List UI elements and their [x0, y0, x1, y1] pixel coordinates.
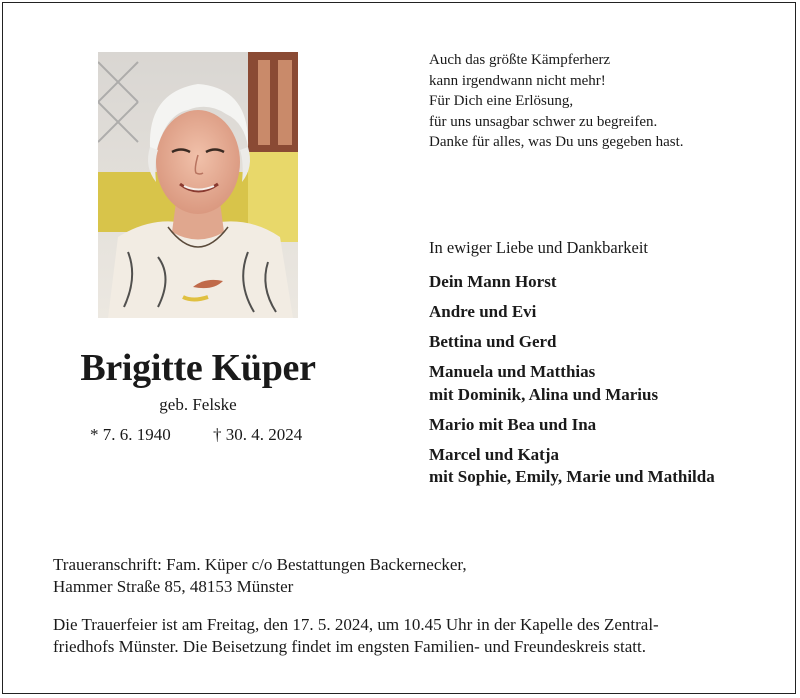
mourner-entry [429, 271, 789, 294]
portrait-photo [98, 52, 298, 318]
poem [429, 50, 769, 153]
address-line: Hammer Straße 85, 48153 Münster [53, 577, 294, 596]
mourner-entry [429, 301, 789, 324]
mourner-line: Andre und Evi [429, 302, 537, 321]
poem-line: Danke für alles, was Du uns gegeben hast. [429, 134, 684, 150]
mourner-line: Bettina und Gerd [429, 332, 557, 351]
death-date: † 30. 4. 2024 [213, 425, 303, 444]
poem-line: für uns unsagbar schwer zu begreifen. [429, 113, 658, 130]
mourner-line: Dein Mann Horst [429, 272, 557, 291]
ceremony-line: Die Trauerfeier ist am Freitag, den 17. 5. 2024, um 10.45 Uhr in der Kapelle des Zentral- [53, 615, 659, 634]
dedication: In ewiger Liebe und Dankbarkeit [429, 238, 648, 257]
mourner-line: mit Dominik, Alina und Marius [429, 384, 659, 404]
mourner-entry [429, 361, 789, 406]
mourners-list [429, 271, 789, 496]
poem-line: Auch das größte Kämpferherz [429, 52, 611, 68]
mourner-line: Manuela und Matthias [429, 362, 596, 381]
mourner-line: Marcel und Katja [429, 444, 560, 464]
mourner-entry [429, 444, 789, 489]
poem-line: Für Dich eine Erlösung, [429, 93, 574, 109]
ceremony-info [53, 614, 659, 658]
mourner-line: mit Sophie, Emily, Marie und Mathilda [429, 467, 715, 486]
deceased-name: Brigitte Küper [80, 347, 316, 389]
portrait-image [98, 52, 298, 318]
address-line: Traueranschrift: Fam. Küper c/o Bestattungen Backernecker, [53, 555, 467, 574]
poem-line: kann irgendwann nicht mehr! [429, 72, 606, 89]
born-name: geb. Felske [159, 395, 237, 414]
mourner-entry [429, 414, 789, 437]
ceremony-line: friedhofs Münster. Die Beisetzung findet im engsten Familien- und Freundeskreis statt. [53, 637, 646, 656]
mourning-address [53, 554, 467, 598]
mourner-line: Mario mit Bea und Ina [429, 414, 597, 434]
mourner-entry [429, 331, 789, 354]
birth-date: * 7. 6. 1940 [90, 425, 171, 444]
